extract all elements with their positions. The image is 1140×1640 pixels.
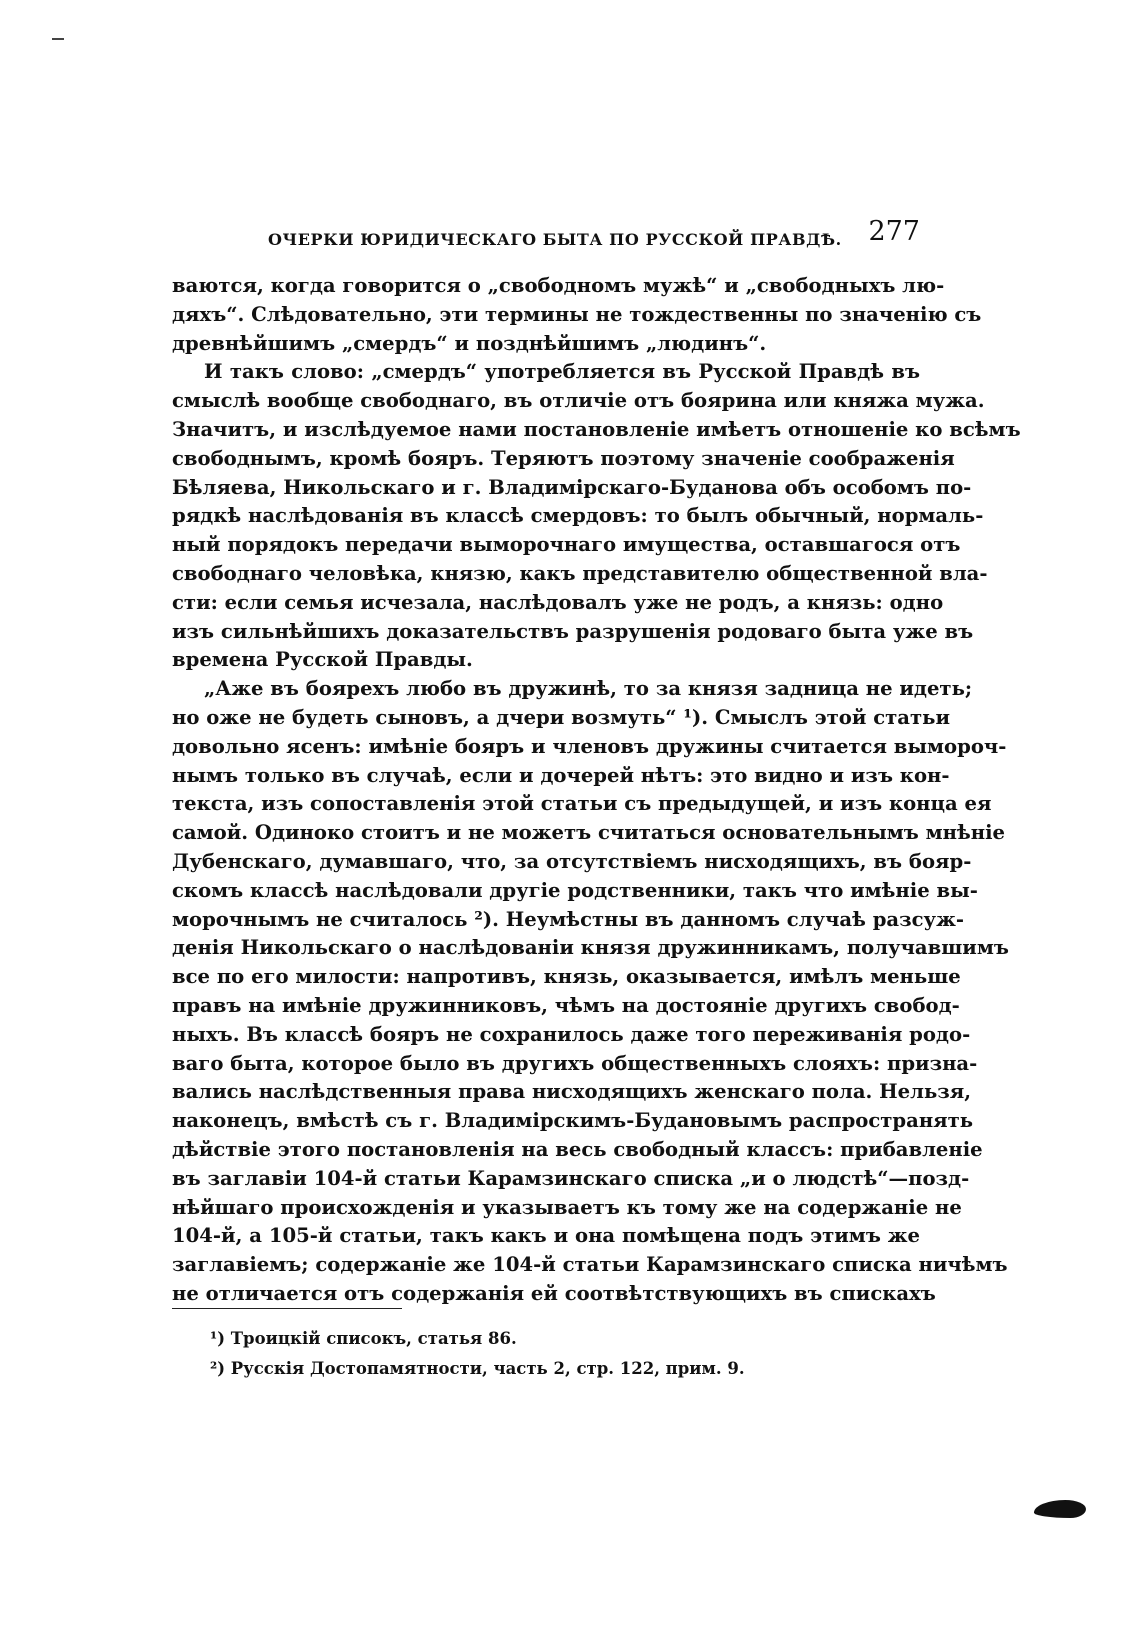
text-line: текста, изъ сопоставленія этой статьи съ предыдущей, и изъ конца ея <box>172 792 992 816</box>
text-line: но оже не будеть сыновъ, а дчери возмуть“ ¹). Смыслъ этой статьи <box>172 705 950 729</box>
text-line: нымъ только въ случаѣ, если и дочерей нѣтъ: это видно и изъ кон- <box>172 763 950 787</box>
text-line: дѣйствіе этого постановленія на весь свободный классъ: прибавленіе <box>172 1137 983 1161</box>
text-line: 104-й, а 105-й статьи, такъ какъ и она помѣщена подъ этимъ же <box>172 1224 920 1248</box>
text-line: нѣйшаго происхожденія и указываетъ къ тому же на содержаніе не <box>172 1195 962 1219</box>
text-line: времена Русской Правды. <box>172 648 473 672</box>
text-line: довольно ясенъ: имѣніе бояръ и членовъ дружины считается вымороч- <box>172 734 1007 758</box>
text-line: вались наслѣдственныя права нисходящихъ женскаго пола. Нельзя, <box>172 1080 972 1104</box>
text-line: изъ сильнѣйшихъ доказательствъ разрушенія родоваго быта уже въ <box>172 619 974 643</box>
text-line: ваются, когда говорится о „свободномъ мужѣ“ и „свободныхъ лю- <box>172 274 945 297</box>
page-header <box>258 216 920 256</box>
page-number: 277 <box>868 216 920 247</box>
text-line: дяхъ“. Слѣдовательно, эти термины не тождественны по значенію съ <box>172 302 982 326</box>
footnotes <box>210 1324 910 1384</box>
text-line: все по его милости: напротивъ, князь, оказывается, имѣлъ меньше <box>172 965 961 989</box>
text-line: свободнаго человѣка, князю, какъ представителю общественной вла- <box>172 561 988 585</box>
text-line: самой. Одиноко стоитъ и не можетъ считаться основательнымъ мнѣніе <box>172 821 1005 845</box>
footnote-2: ²) Русскія Достопамятности, часть 2, стр. 122, прим. 9. <box>210 1359 745 1378</box>
text-line: наконецъ, вмѣстѣ съ г. Владимірскимъ-Будановымъ распространять <box>172 1109 974 1133</box>
text-line: правъ на имѣніе дружинниковъ, чѣмъ на достояніе другихъ свобод- <box>172 993 960 1017</box>
body-text <box>172 272 1021 1309</box>
footnote-divider <box>172 1308 402 1309</box>
text-line: смыслѣ вообще свободнаго, въ отличіе отъ боярина или княжа мужа. <box>172 389 985 413</box>
text-line: ваго быта, которое было въ другихъ общественныхъ слояхъ: призна- <box>172 1051 978 1075</box>
text-line: скомъ классѣ наслѣдовали другіе родственники, такъ что имѣніе вы- <box>172 878 978 902</box>
scan-artifact-blot <box>1034 1500 1086 1518</box>
text-line: морочнымъ не считалось ²). Неумѣстны въ данномъ случаѣ разсуж- <box>172 907 965 931</box>
text-line: рядкѣ наслѣдованія въ классѣ смердовъ: то былъ обычный, нормаль- <box>172 504 984 528</box>
text-line: заглавіемъ; содержаніе же 104-й статьи Карамзинскаго списка ничѣмъ <box>172 1253 1008 1277</box>
text-line: Значитъ, и изслѣдуемое нами постановленіе имѣетъ отношеніе ко всѣмъ <box>172 417 1021 441</box>
scan-artifact-mark <box>52 38 64 40</box>
text-line: Дубенскаго, думавшаго, что, за отсутствіемъ нисходящихъ, въ бояр- <box>172 849 972 873</box>
text-line: „Аже въ боярехъ любо въ дружинѣ, то за князя задница не идеть; <box>204 677 973 701</box>
text-line: свободнымъ, кромѣ бояръ. Теряютъ поэтому значеніе соображенія <box>172 446 955 470</box>
text-line: древнѣйшимъ „смердъ“ и позднѣйшимъ „людинъ“. <box>172 331 767 355</box>
text-line: И такъ слово: „смердъ“ употребляется въ Русской Правдѣ въ <box>204 360 920 384</box>
text-line: не отличается отъ содержанія ей соотвѣтствующихъ въ спискахъ <box>172 1281 936 1305</box>
text-line: ный порядокъ передачи выморочнаго имущества, оставшагося отъ <box>172 533 961 557</box>
text-line: сти: если семья исчезала, наслѣдовалъ уже не родъ, а князь: одно <box>172 590 944 614</box>
text-line: въ заглавіи 104-й статьи Карамзинскаго списка „и о людстѣ“—позд- <box>172 1166 970 1190</box>
text-line: денія Никольскаго о наслѣдованіи князя дружинникамъ, получавшимъ <box>172 936 1009 960</box>
running-head: ОЧЕРКИ ЮРИДИЧЕСКАГО БЫТА ПО РУССКОЙ ПРАВДѢ. <box>268 230 842 249</box>
text-line: ныхъ. Въ классѣ бояръ не сохранилось даже того переживанія родо- <box>172 1022 971 1046</box>
text-line: Бѣляева, Никольскаго и г. Владимірскаго-Буданова объ особомъ по- <box>172 475 972 499</box>
footnote-1: ¹) Троицкій списокъ, статья 86. <box>210 1329 517 1348</box>
